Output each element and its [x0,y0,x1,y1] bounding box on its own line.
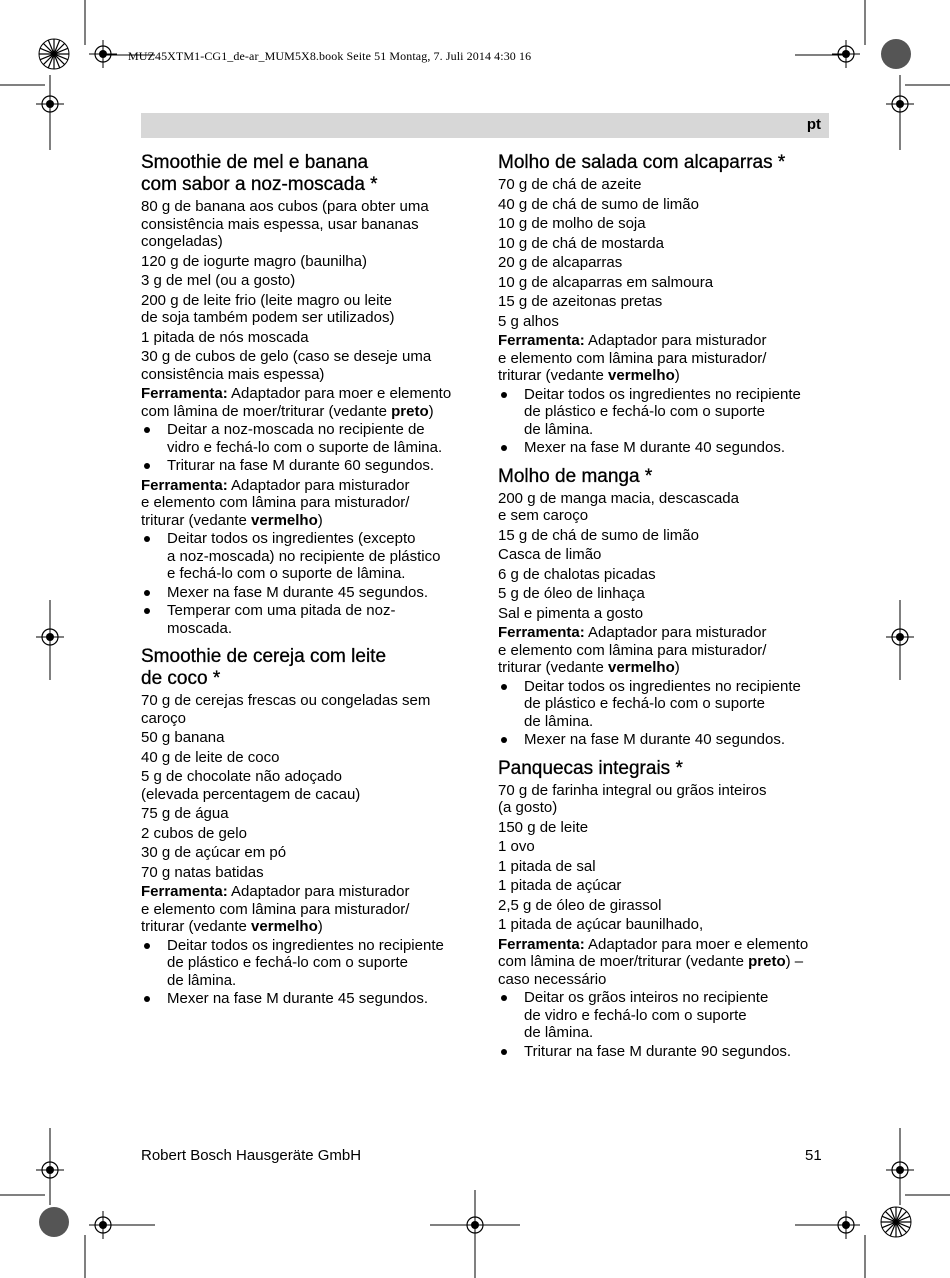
tool-text: Adaptador para misturador [227,883,410,900]
step-line: de lâmina. [524,420,594,438]
step-line: Deitar todos os ingredientes no recipiente [524,677,801,695]
seal-color: vermelho [251,918,318,935]
ingredient-item [141,272,481,290]
ingredient-item [141,329,481,347]
step-item [498,989,833,1042]
footer-company: Robert Bosch Hausgeräte GmbH [141,1147,362,1164]
ingredient-line: 70 g de farinha integral ou grãos inteiros [498,781,767,799]
ingredient-line: 40 g de leite de coco [141,748,280,766]
ingredient-line: 40 g de chá de sumo de limão [498,195,699,213]
step-item [141,457,481,475]
ingredient-line: 150 g de leite [498,818,589,836]
step-line: de lâmina. [524,712,594,730]
ingredient-item [498,313,833,331]
ingredient-line: 15 g de chá de sumo de limão [498,526,699,544]
ingredient-line: Casca de limão [498,546,602,563]
tool-label: Ferramenta: [498,624,585,641]
ingredient-item [141,692,481,727]
step-item [498,678,833,731]
tool-text-end: ) [428,402,434,420]
recipe-section [141,646,481,1008]
ingredient-line: 5 g de chocolate não adoçado [141,768,342,785]
ingredient-line: 75 g de água [141,805,229,822]
ingredient-line: 30 g de cubos de gelo (caso se deseje uma [141,348,432,365]
tool-label: Ferramenta: [141,476,228,494]
ingredient-item [498,293,833,311]
tool-text-end: ) [317,511,323,529]
tool-text: Adaptador para misturador [227,476,410,494]
recipe-title-line: Smoothie de mel e banana [141,152,369,173]
tool-text-end: ) [674,659,680,676]
page-number: 51 [805,1147,822,1164]
tool-label: Ferramenta: [498,332,585,349]
recipe-title-line: de coco * [141,668,221,689]
step-item [141,990,481,1008]
ingredient-item [498,566,833,584]
ingredient-item [498,196,833,214]
step-line: de plástico e fechá-lo com o suporte [167,954,408,971]
recipe-title-line: Smoothie de cereja com leite [141,646,387,667]
step-line: e fechá-lo com o suporte de lâmina. [167,565,406,582]
tool-instructions [141,477,481,530]
step-line: Mexer na fase M durante 45 segundos. [167,583,428,601]
ingredient-item [498,254,833,272]
tool-label: Ferramenta: [498,935,585,953]
ingredient-item [141,844,481,862]
recipe-section [141,152,481,637]
step-line: Deitar todos os ingredientes no recipiente [524,385,801,403]
recipe-title-line: Panquecas integrais * [498,757,683,779]
ingredient-item [498,546,833,564]
tool-instructions [141,883,481,936]
step-line: de vidro e fechá-lo com o suporte [524,1006,747,1024]
step-line: Mexer na fase M durante 40 segundos. [524,439,785,456]
step-item [498,1043,833,1061]
ingredient-line: 30 g de açúcar em pó [141,844,287,861]
ingredient-item [141,198,481,251]
step-item [141,421,481,456]
ingredient-item [498,274,833,292]
step-line: Triturar na fase M durante 90 segundos. [524,1042,792,1060]
ingredient-item [498,897,833,915]
ingredient-line: 20 g de alcaparras [498,254,623,271]
recipe-title [498,466,833,488]
step-list [141,937,481,1008]
ingredient-line: 80 g de banana aos cubos (para obter uma [141,198,429,215]
recipe-title [498,152,833,174]
step-line: Temperar com uma pitada de noz- [167,602,396,619]
ingredient-item [498,858,833,876]
ingredient-line: de soja também podem ser utilizados) [141,309,395,326]
ingredient-item [141,292,481,327]
tool-text-end: ) [674,367,680,384]
ingredient-line: 1 pitada de açúcar [498,877,622,894]
recipe-section [498,152,833,457]
tool-instructions [498,624,833,677]
seal-color: vermelho [608,367,675,384]
recipe-title-line: Molho de manga * [498,465,653,487]
step-item [141,530,481,583]
tool-instructions [141,385,481,420]
ingredient-line: 120 g de iogurte magro (baunilha) [141,252,367,270]
ingredient-item [498,838,833,856]
ingredient-line: 1 pitada de sal [498,857,596,875]
tool-instructions [498,936,833,989]
ingredient-item [141,348,481,383]
recipe-section [498,758,833,1061]
ingredient-line: (elevada percentagem de cacau) [141,785,361,803]
step-list [498,386,833,457]
step-list [498,989,833,1060]
tool-label: Ferramenta: [141,385,228,402]
ingredient-item [498,605,833,623]
step-line: de lâmina. [524,1024,594,1041]
step-item [141,937,481,990]
ingredient-item [498,585,833,603]
ingredient-item [498,916,833,934]
ingredient-item [498,877,833,895]
ingredient-item [141,729,481,747]
ingredient-line: 50 g banana [141,729,225,746]
step-line: Deitar a noz-moscada no recipiente de [167,421,425,438]
step-line: Mexer na fase M durante 40 segundos. [524,731,785,748]
tool-text-end: ) – [785,953,804,970]
step-list [141,421,481,475]
ingredient-item [141,825,481,843]
step-line: de plástico e fechá-lo com o suporte [524,403,765,420]
tool-text: e elemento com lâmina para misturador/ [141,494,410,511]
tool-text: Adaptador para misturador [584,624,767,641]
tool-text: Adaptador para moer e elemento [227,385,452,402]
tool-label: Ferramenta: [141,883,228,900]
recipe-title [141,646,481,690]
ingredient-line: 2,5 g de óleo de girassol [498,896,662,914]
ingredient-line: 70 g de cerejas frescas ou congeladas sem [141,692,431,709]
ingredient-line: consistência mais espessa) [141,365,325,383]
tool-text: caso necessário [498,970,607,988]
left-column [141,152,481,1017]
recipe-title-line: com sabor a noz-moscada * [141,174,378,195]
ingredient-line: 10 g de alcaparras em salmoura [498,273,714,291]
ingredient-line: 10 g de molho de soja [498,215,646,232]
step-line: moscada. [167,619,233,637]
step-line: a noz-moscada) no recipiente de plástico [167,547,441,565]
ingredient-line: 200 g de leite frio (leite magro ou leite [141,291,392,309]
ingredient-item [498,176,833,194]
ingredient-item [141,253,481,271]
language-bar [141,113,829,138]
seal-color: vermelho [608,659,675,676]
tool-text: Adaptador para moer e elemento [584,935,809,953]
seal-color: vermelho [251,511,318,529]
tool-text: triturar (vedante [141,511,252,529]
step-line: Deitar todos os ingredientes no recipiente [167,936,444,954]
step-item [498,439,833,457]
ingredient-item [498,819,833,837]
step-item [141,584,481,602]
step-item [498,386,833,439]
tool-instructions [498,332,833,385]
tool-text: triturar (vedante [498,367,609,384]
ingredient-line: 3 g de mel (ou a gosto) [141,272,296,289]
ingredient-line: (a gosto) [498,799,558,816]
step-item [141,602,481,637]
step-list [498,678,833,749]
ingredient-line: 70 g natas batidas [141,863,264,881]
ingredient-line: caroço [141,709,187,727]
step-item [498,731,833,749]
tool-text: com lâmina de moer/triturar (vedante [498,953,749,970]
ingredient-line: 15 g de azeitonas pretas [498,293,663,310]
step-line: Deitar os grãos inteiros no recipiente [524,989,769,1006]
ingredient-line: 1 ovo [498,838,535,855]
tool-text: triturar (vedante [141,918,252,935]
ingredient-item [141,864,481,882]
tool-text: triturar (vedante [498,659,609,676]
ingredient-line: 5 g de óleo de linhaça [498,585,645,602]
step-list [141,530,481,637]
recipe-title [141,152,481,196]
step-line: de lâmina. [167,971,237,989]
ingredient-line: 2 cubos de gelo [141,824,247,842]
ingredient-item [141,768,481,803]
recipe-section [498,466,833,749]
ingredient-line: consistência mais espessa, usar bananas [141,215,419,233]
step-line: de plástico e fechá-lo com o suporte [524,695,765,712]
step-line: Deitar todos os ingredientes (excepto [167,530,416,547]
tool-text: e elemento com lâmina para misturador/ [498,349,767,367]
tool-text: Adaptador para misturador [584,332,767,349]
ingredient-line: 1 pitada de nós moscada [141,328,309,346]
recipe-title-line: Molho de salada com alcaparras * [498,152,786,173]
ingredient-line: congeladas) [141,233,223,250]
ingredient-item [498,215,833,233]
recipe-title [498,758,833,780]
ingredient-line: Sal e pimenta a gosto [498,604,644,622]
tool-text: com lâmina de moer/triturar (vedante [141,402,392,420]
ingredient-item [141,805,481,823]
ingredient-item [498,490,833,525]
step-line: Triturar na fase M durante 60 segundos. [167,457,435,474]
ingredient-line: 70 g de chá de azeite [498,176,642,193]
step-line: vidro e fechá-lo com o suporte de lâmina. [167,438,443,456]
ingredient-line: 10 g de chá de mostarda [498,234,664,252]
seal-color: preto [391,402,429,420]
ingredient-line: 5 g alhos [498,312,559,330]
seal-color: preto [748,953,786,970]
ingredient-item [141,749,481,767]
ingredient-item [498,527,833,545]
step-line: Mexer na fase M durante 45 segundos. [167,990,428,1007]
ingredient-item [498,782,833,817]
ingredient-line: 1 pitada de açúcar baunilhado, [498,916,704,933]
ingredient-item [498,235,833,253]
right-column [498,152,833,1069]
tool-text: e elemento com lâmina para misturador/ [498,641,767,659]
book-file-header: MUZ45XTM1-CG1_de-ar_MUM5X8.book Seite 51 Montag, 7. Juli 2014 4:30 16 [128,49,532,63]
tool-text-end: ) [317,918,323,935]
language-code: pt [806,116,821,133]
ingredient-line: 6 g de chalotas picadas [498,565,656,583]
ingredient-line: 200 g de manga macia, descascada [498,489,739,507]
tool-text: e elemento com lâmina para misturador/ [141,900,410,918]
ingredient-line: e sem caroço [498,507,589,524]
